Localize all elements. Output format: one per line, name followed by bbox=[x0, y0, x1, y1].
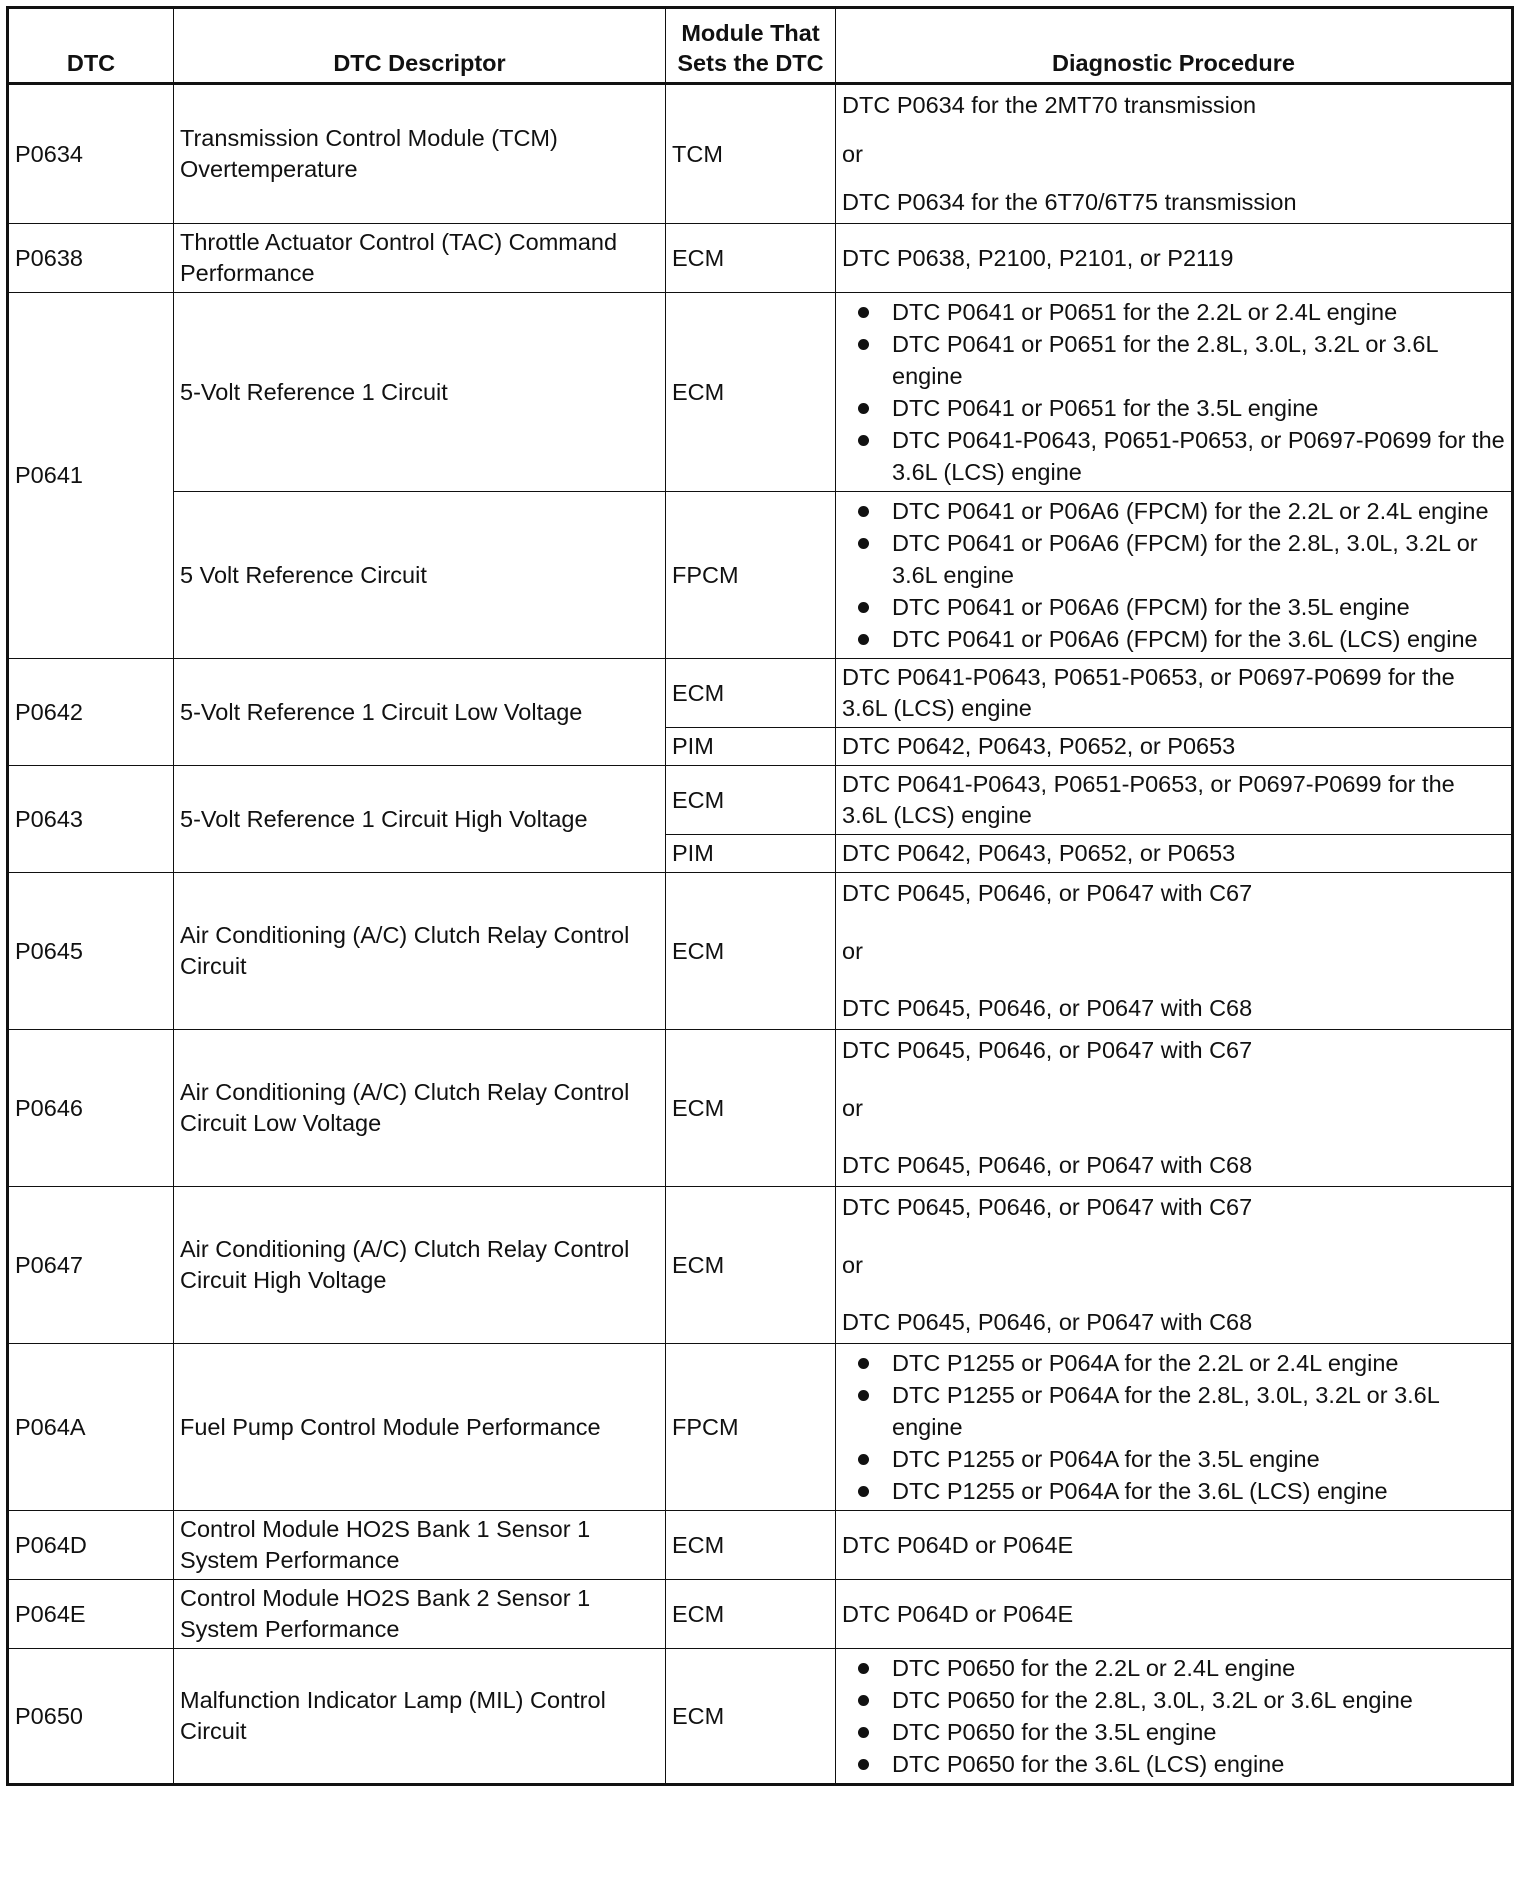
procedure-or: or bbox=[842, 1094, 863, 1121]
header-row bbox=[8, 8, 1513, 84]
procedure-link[interactable]: DTC P0641 or P06A6 (FPCM) for the 3.6L (LCS) engine bbox=[842, 623, 1505, 655]
dtc-code: P0646 bbox=[8, 1030, 174, 1187]
procedure-link[interactable]: DTC P0650 for the 3.5L engine bbox=[842, 1716, 1505, 1748]
header-module-line2: Sets the DTC bbox=[677, 50, 824, 76]
procedure-cell bbox=[836, 873, 1513, 1030]
module-cell: FPCM bbox=[666, 1344, 836, 1511]
procedure-link[interactable]: DTC P0634 for the 2MT70 transmission bbox=[842, 92, 1257, 118]
header-dtc: DTC bbox=[8, 8, 174, 84]
procedure-list bbox=[842, 296, 1505, 488]
table-row bbox=[8, 766, 1513, 835]
procedure-list bbox=[842, 1652, 1505, 1780]
dtc-code: P0643 bbox=[8, 766, 174, 873]
procedure-link[interactable]: DTC P0645, P0646, or P0647 with C67 bbox=[842, 1194, 1253, 1220]
procedure-link[interactable]: DTC P0641 or P06A6 (FPCM) for the 3.5L engine bbox=[842, 591, 1505, 623]
procedure-link[interactable]: DTC P0645, P0646, or P0647 with C68 bbox=[842, 1152, 1253, 1178]
module-cell: ECM bbox=[666, 224, 836, 293]
dtc-descriptor: 5-Volt Reference 1 Circuit bbox=[174, 293, 666, 492]
dtc-descriptor: Air Conditioning (A/C) Clutch Relay Control Circuit Low Voltage bbox=[174, 1030, 666, 1187]
header-procedure: Diagnostic Procedure bbox=[836, 8, 1513, 84]
module-cell: PIM bbox=[666, 835, 836, 873]
dtc-code: P0650 bbox=[8, 1649, 174, 1785]
procedure-link[interactable]: DTC P0650 for the 2.8L, 3.0L, 3.2L or 3.6L engine bbox=[842, 1684, 1505, 1716]
dtc-code: P0642 bbox=[8, 659, 174, 766]
module-cell: ECM bbox=[666, 766, 836, 835]
procedure-link[interactable]: DTC P0642, P0643, P0652, or P0653 bbox=[836, 835, 1513, 873]
table-row bbox=[8, 1187, 1513, 1344]
table-row bbox=[8, 84, 1513, 224]
procedure-link[interactable]: DTC P064D or P064E bbox=[836, 1580, 1513, 1649]
dtc-descriptor: Transmission Control Module (TCM) Overtemperature bbox=[174, 84, 666, 224]
procedure-link[interactable]: DTC P1255 or P064A for the 2.2L or 2.4L engine bbox=[842, 1347, 1505, 1379]
procedure-cell bbox=[836, 293, 1513, 492]
procedure-or: or bbox=[842, 937, 863, 964]
table-row bbox=[8, 224, 1513, 293]
dtc-code: P0638 bbox=[8, 224, 174, 293]
dtc-code: P0645 bbox=[8, 873, 174, 1030]
dtc-descriptor: Malfunction Indicator Lamp (MIL) Control Circuit bbox=[174, 1649, 666, 1785]
dtc-descriptor: Throttle Actuator Control (TAC) Command Performance bbox=[174, 224, 666, 293]
procedure-or: or bbox=[842, 1251, 863, 1278]
module-cell: ECM bbox=[666, 1580, 836, 1649]
procedure-link[interactable]: DTC P0645, P0646, or P0647 with C68 bbox=[842, 995, 1253, 1021]
procedure-link[interactable]: DTC P0645, P0646, or P0647 with C67 bbox=[842, 1037, 1253, 1063]
dtc-descriptor: 5-Volt Reference 1 Circuit Low Voltage bbox=[174, 659, 666, 766]
procedure-link[interactable]: DTC P0641-P0643, P0651-P0653, or P0697-P0699 for the 3.6L (LCS) engine bbox=[836, 766, 1513, 835]
header-descriptor: DTC Descriptor bbox=[174, 8, 666, 84]
header-module-line1: Module That bbox=[681, 20, 820, 46]
table-row bbox=[8, 1511, 1513, 1580]
procedure-link[interactable]: DTC P0634 for the 6T70/6T75 transmission bbox=[842, 189, 1297, 215]
procedure-link[interactable]: DTC P0641 or P0651 for the 2.2L or 2.4L engine bbox=[842, 296, 1505, 328]
table-row bbox=[8, 873, 1513, 1030]
module-cell: PIM bbox=[666, 728, 836, 766]
module-cell: ECM bbox=[666, 1649, 836, 1785]
table-row bbox=[8, 1030, 1513, 1187]
dtc-descriptor: 5 Volt Reference Circuit bbox=[174, 492, 666, 659]
procedure-link[interactable]: DTC P0645, P0646, or P0647 with C68 bbox=[842, 1309, 1253, 1335]
procedure-cell bbox=[836, 1649, 1513, 1785]
dtc-code: P064E bbox=[8, 1580, 174, 1649]
dtc-descriptor: Control Module HO2S Bank 2 Sensor 1 System Performance bbox=[174, 1580, 666, 1649]
procedure-link[interactable]: DTC P0642, P0643, P0652, or P0653 bbox=[836, 728, 1513, 766]
table-row bbox=[8, 1580, 1513, 1649]
header-module bbox=[666, 8, 836, 84]
table-row bbox=[8, 1649, 1513, 1785]
procedure-link[interactable]: DTC P0641-P0643, P0651-P0653, or P0697-P0699 for the 3.6L (LCS) engine bbox=[836, 659, 1513, 728]
procedure-list bbox=[842, 495, 1505, 655]
procedure-link[interactable]: DTC P0641 or P0651 for the 3.5L engine bbox=[842, 392, 1505, 424]
module-cell: ECM bbox=[666, 293, 836, 492]
procedure-link[interactable]: DTC P0650 for the 2.2L or 2.4L engine bbox=[842, 1652, 1505, 1684]
procedure-link[interactable]: DTC P0641 or P06A6 (FPCM) for the 2.2L or 2.4L engine bbox=[842, 495, 1505, 527]
table-row bbox=[8, 492, 1513, 659]
dtc-table bbox=[6, 6, 1514, 1786]
procedure-link[interactable]: DTC P064D or P064E bbox=[836, 1511, 1513, 1580]
procedure-link[interactable]: DTC P0638, P2100, P2101, or P2119 bbox=[836, 224, 1513, 293]
module-cell: FPCM bbox=[666, 492, 836, 659]
module-cell: ECM bbox=[666, 1030, 836, 1187]
procedure-link[interactable]: DTC P0645, P0646, or P0647 with C67 bbox=[842, 880, 1253, 906]
procedure-or: or bbox=[842, 140, 863, 167]
procedure-link[interactable]: DTC P1255 or P064A for the 3.5L engine bbox=[842, 1443, 1505, 1475]
dtc-code: P0641 bbox=[8, 293, 174, 659]
dtc-descriptor: Fuel Pump Control Module Performance bbox=[174, 1344, 666, 1511]
table-row bbox=[8, 1344, 1513, 1511]
module-cell: ECM bbox=[666, 1511, 836, 1580]
dtc-descriptor: Control Module HO2S Bank 1 Sensor 1 System Performance bbox=[174, 1511, 666, 1580]
dtc-descriptor: 5-Volt Reference 1 Circuit High Voltage bbox=[174, 766, 666, 873]
procedure-cell bbox=[836, 84, 1513, 224]
procedure-cell bbox=[836, 492, 1513, 659]
dtc-code: P0634 bbox=[8, 84, 174, 224]
procedure-link[interactable]: DTC P1255 or P064A for the 3.6L (LCS) engine bbox=[842, 1475, 1505, 1507]
dtc-code: P064A bbox=[8, 1344, 174, 1511]
dtc-code: P0647 bbox=[8, 1187, 174, 1344]
procedure-link[interactable]: DTC P0650 for the 3.6L (LCS) engine bbox=[842, 1748, 1505, 1780]
table-row bbox=[8, 659, 1513, 728]
dtc-descriptor: Air Conditioning (A/C) Clutch Relay Control Circuit High Voltage bbox=[174, 1187, 666, 1344]
dtc-code: P064D bbox=[8, 1511, 174, 1580]
dtc-descriptor: Air Conditioning (A/C) Clutch Relay Control Circuit bbox=[174, 873, 666, 1030]
procedure-cell bbox=[836, 1030, 1513, 1187]
table-row bbox=[8, 293, 1513, 492]
module-cell: ECM bbox=[666, 1187, 836, 1344]
module-cell: TCM bbox=[666, 84, 836, 224]
procedure-cell bbox=[836, 1344, 1513, 1511]
module-cell: ECM bbox=[666, 873, 836, 1030]
procedure-link[interactable]: DTC P1255 or P064A for the 2.8L, 3.0L, 3.2L or 3.6L engine bbox=[842, 1379, 1505, 1443]
procedure-list bbox=[842, 1347, 1505, 1507]
procedure-link[interactable]: DTC P0641-P0643, P0651-P0653, or P0697-P0699 for the 3.6L (LCS) engine bbox=[842, 424, 1505, 488]
procedure-link[interactable]: DTC P0641 or P0651 for the 2.8L, 3.0L, 3.2L or 3.6L engine bbox=[842, 328, 1505, 392]
module-cell: ECM bbox=[666, 659, 836, 728]
procedure-cell bbox=[836, 1187, 1513, 1344]
procedure-link[interactable]: DTC P0641 or P06A6 (FPCM) for the 2.8L, 3.0L, 3.2L or 3.6L engine bbox=[842, 527, 1505, 591]
